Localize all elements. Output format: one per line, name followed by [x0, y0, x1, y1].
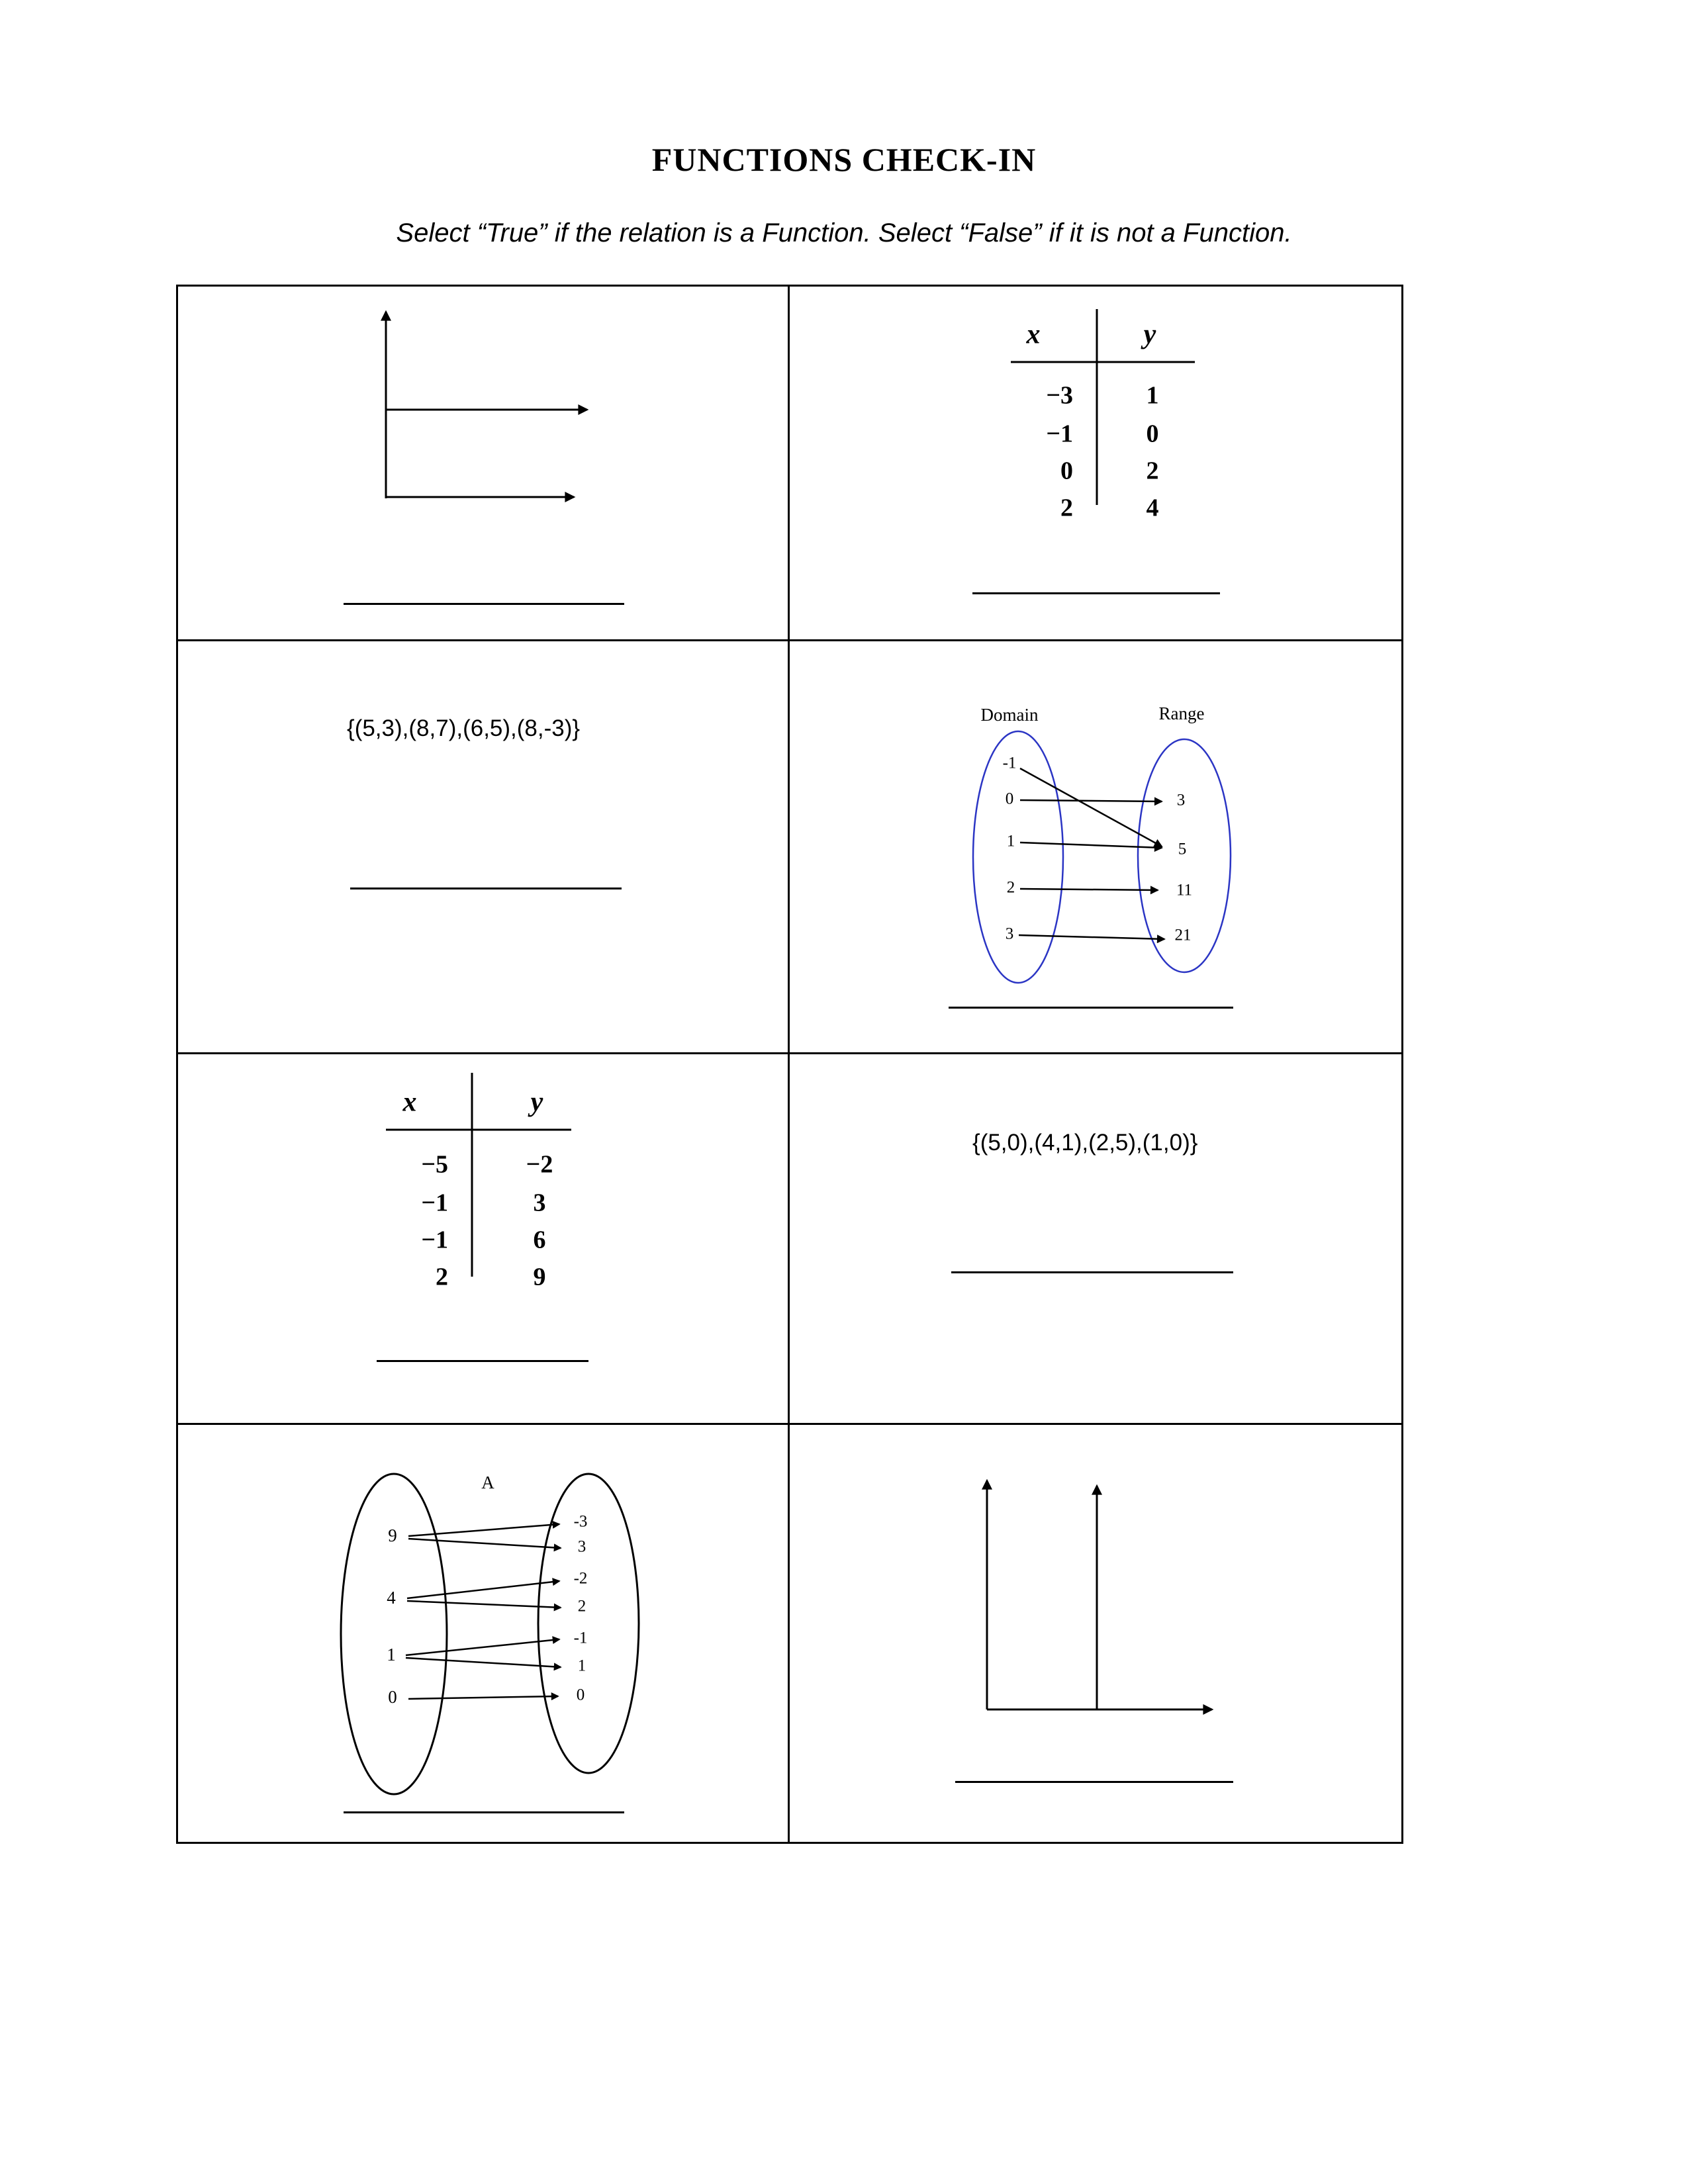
arrow-9-to-neg3 [408, 1524, 559, 1536]
table1-y-value: 0 [1146, 420, 1159, 448]
range-value: 21 [1174, 926, 1192, 944]
right-value: 3 [577, 1537, 586, 1556]
mapping-a-left-ellipse [341, 1474, 447, 1794]
left-value: 0 [388, 1687, 397, 1707]
problem-7-cell [178, 1425, 790, 1842]
table2-x-value: −5 [421, 1150, 448, 1179]
table2-x-value: −1 [421, 1189, 448, 1217]
domain-value: 3 [1005, 925, 1014, 943]
table1-header-x: x [1026, 319, 1041, 350]
problems-grid [176, 285, 1403, 1844]
table1-x-value: −1 [1046, 420, 1073, 448]
arrow-9-to-3 [408, 1539, 561, 1548]
problem-8-answer-line[interactable] [955, 1781, 1233, 1783]
table2-x-value: −1 [421, 1226, 448, 1254]
table1-y-value: 2 [1146, 457, 1159, 485]
table1-y-value: 4 [1146, 494, 1159, 522]
arrow-3-to-21 [1019, 935, 1164, 939]
arrow-1-to-5 [1020, 842, 1162, 848]
table2-y-value: 6 [533, 1226, 546, 1254]
domain-label: Domain [980, 705, 1039, 725]
range-value: 3 [1176, 791, 1186, 809]
domain-value: 2 [1006, 878, 1015, 897]
problem-5-answer-line[interactable] [377, 1360, 588, 1362]
left-value: 1 [387, 1645, 396, 1665]
xy-table-1 [790, 287, 1401, 639]
table2-header-y: y [530, 1087, 543, 1118]
left-value: 4 [387, 1588, 396, 1608]
table1-y-value: 1 [1146, 381, 1159, 410]
arrow-2-to-11 [1020, 889, 1158, 890]
right-value: -2 [573, 1569, 588, 1588]
problem-8-cell [790, 1425, 1401, 1842]
table2-y-value: −2 [526, 1150, 553, 1179]
table2-y-value: 9 [533, 1263, 546, 1291]
problem-6-cell [790, 1054, 1401, 1425]
table2-header-x: x [402, 1087, 417, 1118]
problem-3-answer-line[interactable] [350, 887, 622, 889]
domain-value: 1 [1006, 832, 1015, 850]
page-subtitle: Select “True” if the relation is a Function. Select “False” if it is not a Function. [396, 218, 1292, 248]
page-title: FUNCTIONS CHECK-IN [651, 141, 1037, 178]
table2-y-value: 3 [533, 1189, 546, 1217]
ordered-pairs-set-2: {(5,0),(4,1),(2,5),(1,0)} [972, 1130, 1198, 1156]
domain-value: 0 [1005, 790, 1014, 808]
problem-2-answer-line[interactable] [972, 592, 1220, 594]
problem-3-cell [178, 641, 790, 1054]
problem-2-cell [790, 287, 1401, 641]
ordered-pairs-set-1: {(5,3),(8,7),(6,5),(8,-3)} [347, 715, 581, 741]
table1-x-value: 0 [1060, 457, 1073, 485]
table1-x-value: −3 [1046, 381, 1073, 410]
left-value: 9 [388, 1525, 397, 1546]
problem-5-cell [178, 1054, 790, 1425]
range-label: Range [1158, 704, 1205, 724]
mapping-a-right-ellipse [538, 1474, 639, 1773]
mapping-a-title: A [481, 1473, 494, 1493]
domain-ellipse [973, 731, 1063, 983]
right-value: -1 [573, 1629, 588, 1647]
mapping-diagram-a [178, 1425, 788, 1840]
horizontal-rays-graph [178, 287, 788, 639]
table2-x-value: 2 [436, 1263, 448, 1291]
range-value: 11 [1176, 881, 1193, 899]
arrow-0-to-0 [408, 1696, 558, 1699]
problem-4-answer-line[interactable] [949, 1007, 1233, 1009]
arrow-1-to-neg1 [406, 1639, 559, 1655]
right-value: 1 [577, 1657, 586, 1675]
range-value: 5 [1178, 840, 1187, 858]
arrow-4-to-neg2 [407, 1581, 559, 1598]
right-value: -3 [573, 1512, 588, 1531]
table1-header-y: y [1143, 319, 1156, 350]
domain-range-mapping-diagram [790, 641, 1401, 1052]
vertical-rays-graph [790, 1425, 1401, 1840]
xy-table-2 [178, 1054, 788, 1423]
right-value: 2 [577, 1597, 586, 1615]
problem-1-answer-line[interactable] [344, 603, 624, 605]
problem-4-cell [790, 641, 1401, 1054]
problem-7-answer-line[interactable] [344, 1811, 624, 1813]
table1-x-value: 2 [1060, 494, 1073, 522]
arrow-neg1-to-5 [1020, 768, 1162, 846]
right-value: 0 [576, 1686, 585, 1704]
arrow-0-to-3 [1020, 800, 1162, 801]
domain-value: -1 [1002, 754, 1017, 772]
arrow-1-to-1 [406, 1658, 561, 1667]
problem-6-answer-line[interactable] [951, 1271, 1233, 1273]
problem-1-cell [178, 287, 790, 641]
